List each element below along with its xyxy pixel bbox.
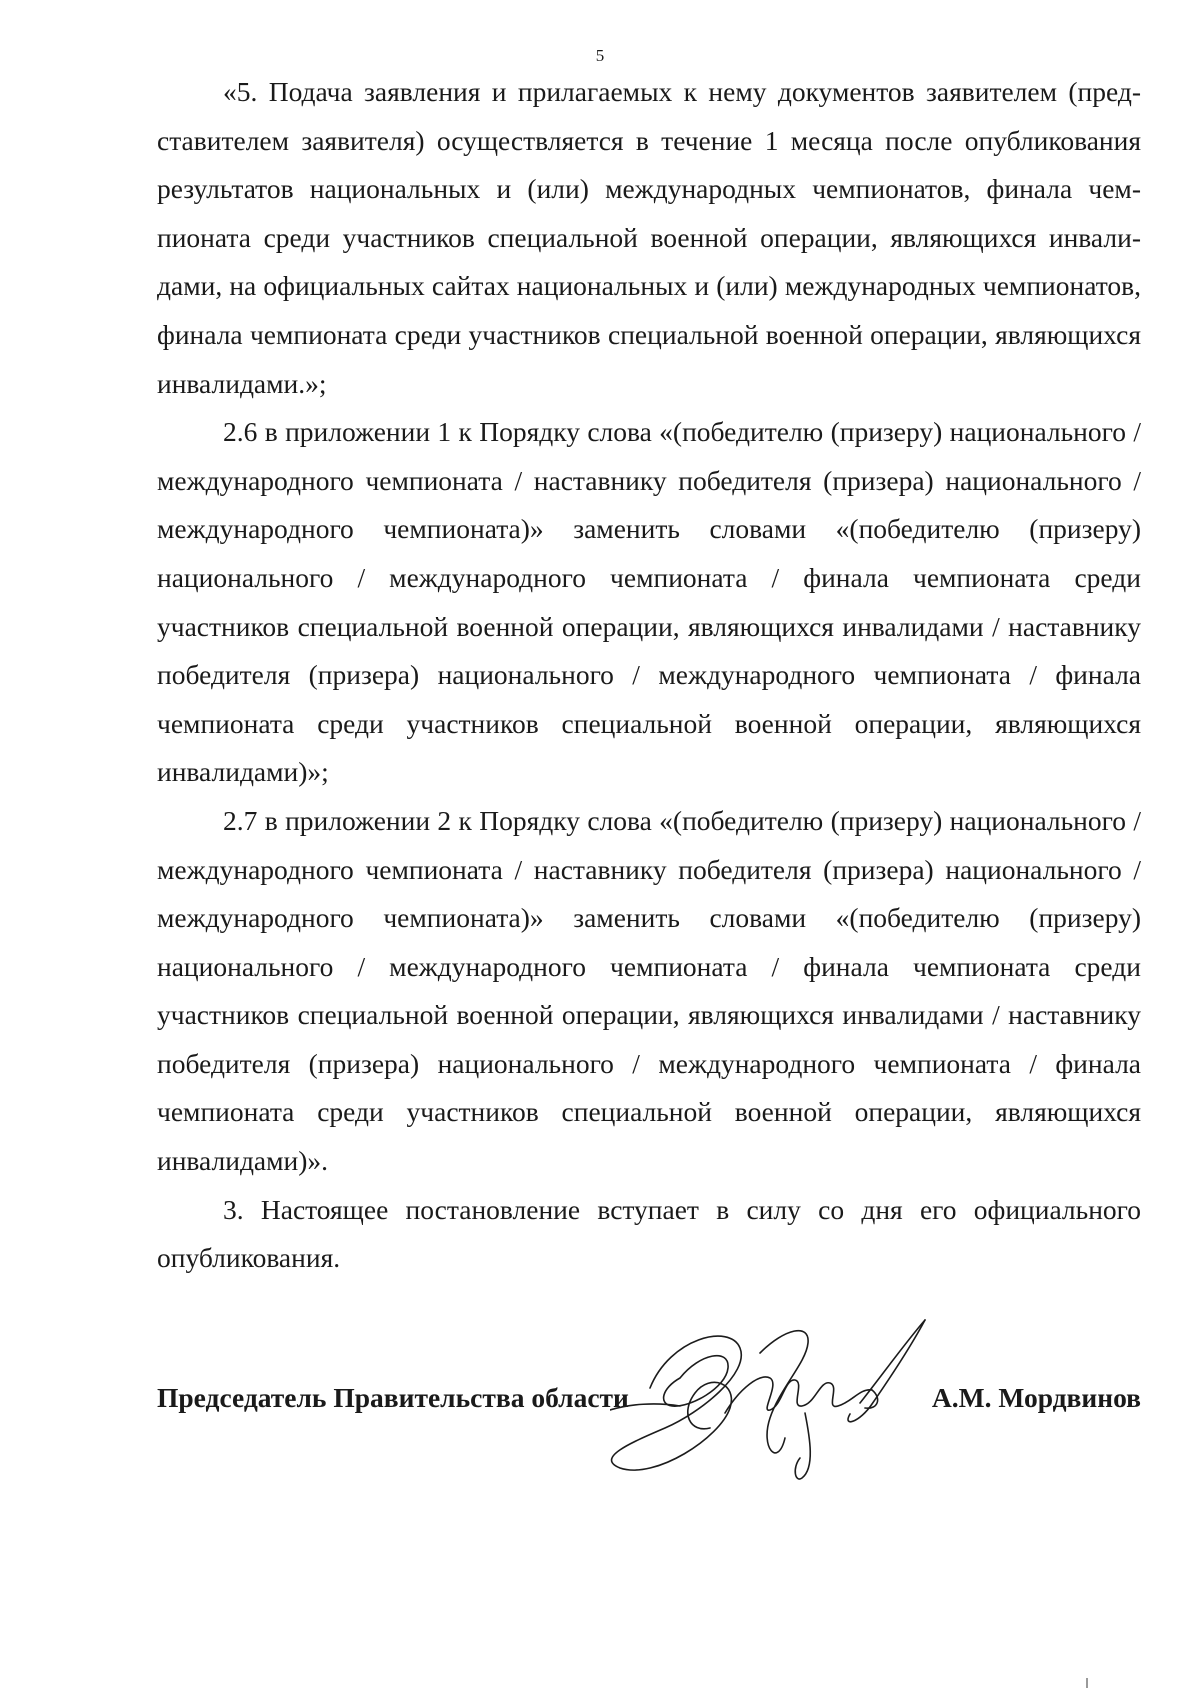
- paragraph-item-5-amendment: «5. Подача заявления и прилагаемых к нему документов заявителем (представителем заявителя) осуществляется в течение 1 месяца после опубликования результатов национальных и (или) международных чемпионатов, финала чемпионата среди участников специальной военной операции, являющихся инвалидами, на официальных сайтах национальных и (или) международных чемпионатов, финала чемпионата среди участников специальной военной операции, являющихся инвалидами.»;: [157, 76, 1141, 399]
- paragraph-3-effective-date: 3. Настоящее постановление вступает в силу со дня его официального опубликования.: [157, 1193, 1141, 1274]
- scan-artifact-mark: [1086, 1678, 1088, 1688]
- page-number: 5: [595, 46, 605, 65]
- handwritten-signature: [610, 1318, 940, 1488]
- paragraph-2-6-appendix-1: 2.6 в приложении 1 к Порядку слова «(победителю (призеру) национального / международного чемпионата / наставнику победителя (призера) национального / международного чемпионата)» заменить словами «(победителю (призеру) национального / международного чемпионата / финала чемпионата среди участников специальной военной операции, являющихся инвалидами / наставнику победителя (призера) национального / международного чемпионата / финала чемпионата среди участников специальной военной операции, являющихся инвалидами)»;: [157, 416, 1141, 788]
- signatory-title: Председатель Правительства области: [157, 1382, 629, 1413]
- document-body: [157, 68, 1141, 1283]
- paragraph-2-7-appendix-2: 2.7 в приложении 2 к Порядку слова «(победителю (призеру) национального / международного чемпионата / наставнику победителя (призера) национального / международного чемпионата)» заменить словами «(победителю (призеру) национального / международного чемпионата / финала чемпионата среди участников специальной военной операции, являющихся инвалидами / наставнику победителя (призера) национального / международного чемпионата / финала чемпионата среди участников специальной военной операции, являющихся инвалидами)».: [157, 804, 1141, 1177]
- signatory-name: А.М. Мордвинов: [931, 1382, 1141, 1413]
